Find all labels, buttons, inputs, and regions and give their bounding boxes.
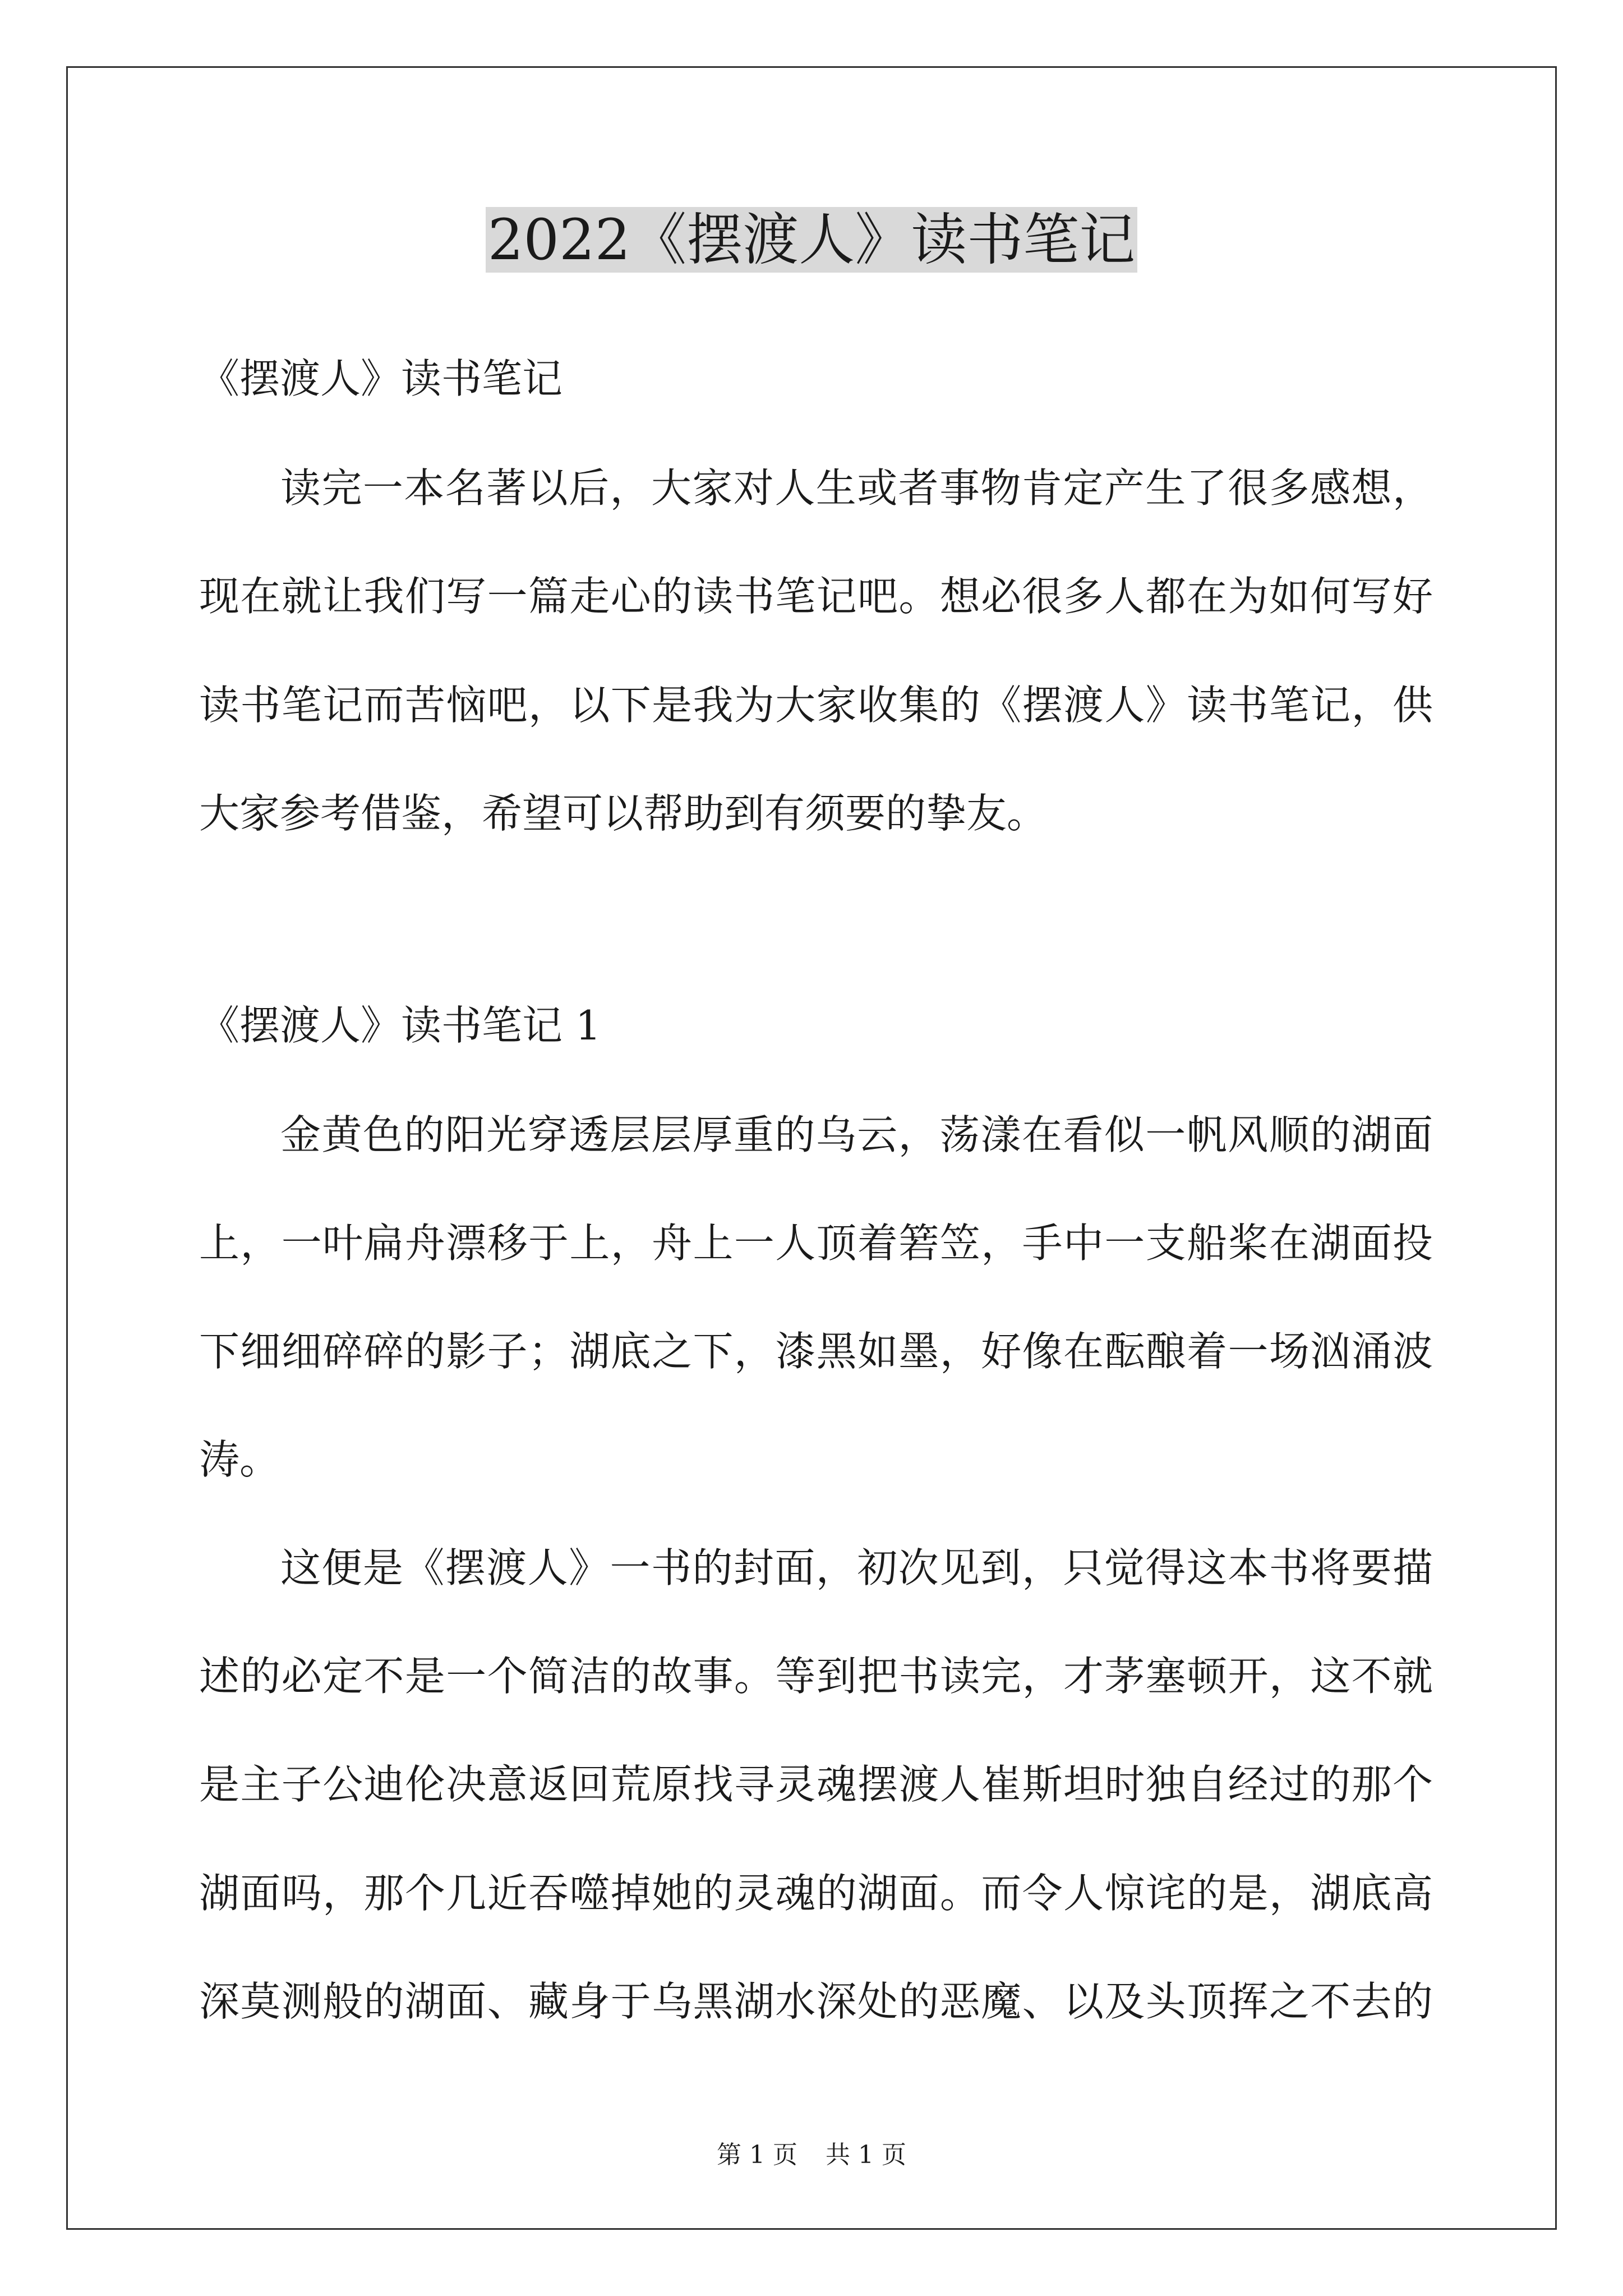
paragraph2-line-2: 述的必定不是一个简洁的故事。等到把书读完，才茅塞顿开，这不就 <box>199 1653 1433 1700</box>
page-number-total: 共 1 页 <box>826 2141 906 2169</box>
document-title <box>0 201 1623 279</box>
page-number-current: 第 1 页 <box>717 2141 797 2169</box>
intro-line-2: 现在就让我们写一篇走心的读书笔记吧。想必很多人都在为如何写好 <box>199 573 1433 620</box>
paragraph1-line-2: 上，一叶扁舟漂移于上，舟上一人顶着箬笠，手中一支船桨在湖面投 <box>199 1220 1433 1267</box>
intro-line-3: 读书笔记而苦恼吧，以下是我为大家收集的《摆渡人》读书笔记，供 <box>199 682 1433 729</box>
paragraph2-line-4: 湖面吗，那个几近吞噬掉她的灵魂的湖面。而令人惊诧的是，湖底高 <box>199 1870 1433 1917</box>
subtitle: 《摆渡人》读书笔记 <box>199 355 563 402</box>
paragraph2-line-3: 是主子公迪伦决意返回荒原找寻灵魂摆渡人崔斯坦时独自经过的那个 <box>199 1761 1433 1808</box>
paragraph1-line-1: 金黄色的阳光穿透层层厚重的乌云，荡漾在看似一帆风顺的湖面 <box>280 1111 1433 1158</box>
page-footer <box>0 2138 1623 2172</box>
title-text: 2022《摆渡人》读书笔记 <box>486 207 1138 273</box>
intro-line-4: 大家参考借鉴，希望可以帮助到有须要的挚友。 <box>199 790 1048 837</box>
paragraph2-line-1: 这便是《摆渡人》一书的封面，初次见到，只觉得这本书将要描 <box>280 1544 1433 1591</box>
section-heading: 《摆渡人》读书笔记 1 <box>199 1002 601 1049</box>
paragraph2-line-5: 深莫测般的湖面、藏身于乌黑湖水深处的恶魔、以及头顶挥之不去的 <box>199 1978 1433 2025</box>
paragraph1-line-3: 下细细碎碎的影子；湖底之下，漆黑如墨，好像在酝酿着一场汹涌波 <box>199 1328 1433 1375</box>
paragraph1-line-4: 涛。 <box>199 1436 280 1483</box>
intro-line-1: 读完一本名著以后，大家对人生或者事物肯定产生了很多感想， <box>280 464 1433 512</box>
